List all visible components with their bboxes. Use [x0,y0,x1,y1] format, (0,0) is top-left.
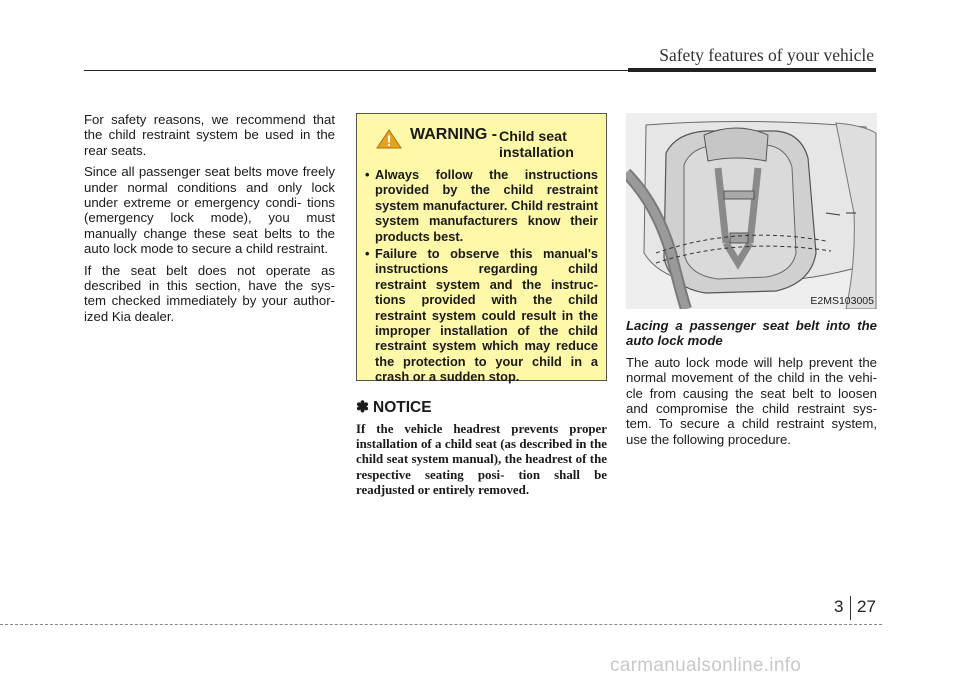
notice-heading [356,398,607,417]
list-item [365,167,598,244]
left-column [84,112,335,330]
paragraph: Since all passenger seat belts move freely under normal conditions and only lock under extreme or emergency condi- tions (emergency lock mode), you must manually change these seat belts to the auto lock mode to secure a child restraint. [84,164,335,257]
notice-section [356,398,607,498]
notice-title: NOTICE [373,398,432,416]
warning-triangle-icon [376,129,402,149]
warning-list [365,167,598,385]
bullet: • [365,246,370,262]
page-number: 27 [857,597,876,616]
paragraph: For safety reasons, we recommend that the child restraint system be used in the rear seats. [84,112,335,158]
footer-divider [850,596,851,620]
warning-header [365,123,598,161]
bullet: • [365,167,370,182]
footer-rule [0,624,882,625]
warning-label: WARNING - [410,126,498,143]
section-caption: Lacing a passenger seat belt into the auto lock mode [626,318,877,349]
notice-symbol: ✽ [356,399,369,416]
figure-code: E2MS103005 [810,295,874,307]
list-item-text: Failure to observe this manual's instructions regarding child restraint system and the instruc- tions provided with the child restraint system could result in the improper installation of the child restraint system which may reduce the protection to your child in a crash or a sudden stop. [375,246,598,385]
child-seat-drawing [626,113,877,309]
paragraph: If the seat belt does not operate as described in this section, have the sys- tem checked immediately by your author- ized Kia dealer. [84,262,335,324]
notice-body: If the vehicle headrest prevents proper installation of a child seat (as described in the child seat system manual), the headrest of the respective seating posi- tion shall be readjusted or entirely removed. [356,422,607,497]
header-rule-accent [628,68,876,72]
warning-subject: Child seat installation [499,129,574,161]
watermark: carmanualsonline.info [610,655,802,676]
chapter-number: 3 [834,597,844,616]
list-item-text: Always follow the instructions provided by the child restraint system manufacturer. Child restraint system manufacturers know their products best. [375,167,598,244]
warning-box [356,113,607,385]
paragraph: The auto lock mode will help prevent the normal movement of the child in the vehi- cle from causing the seat belt to loosen and compromise the child restraint sys- tem. To secure a child restraint system, use the following procedure. [626,354,877,447]
list-item [365,246,598,385]
section-title: Safety features of your vehicle [659,45,874,65]
right-column [626,318,877,453]
child-seat-illustration [626,113,877,309]
